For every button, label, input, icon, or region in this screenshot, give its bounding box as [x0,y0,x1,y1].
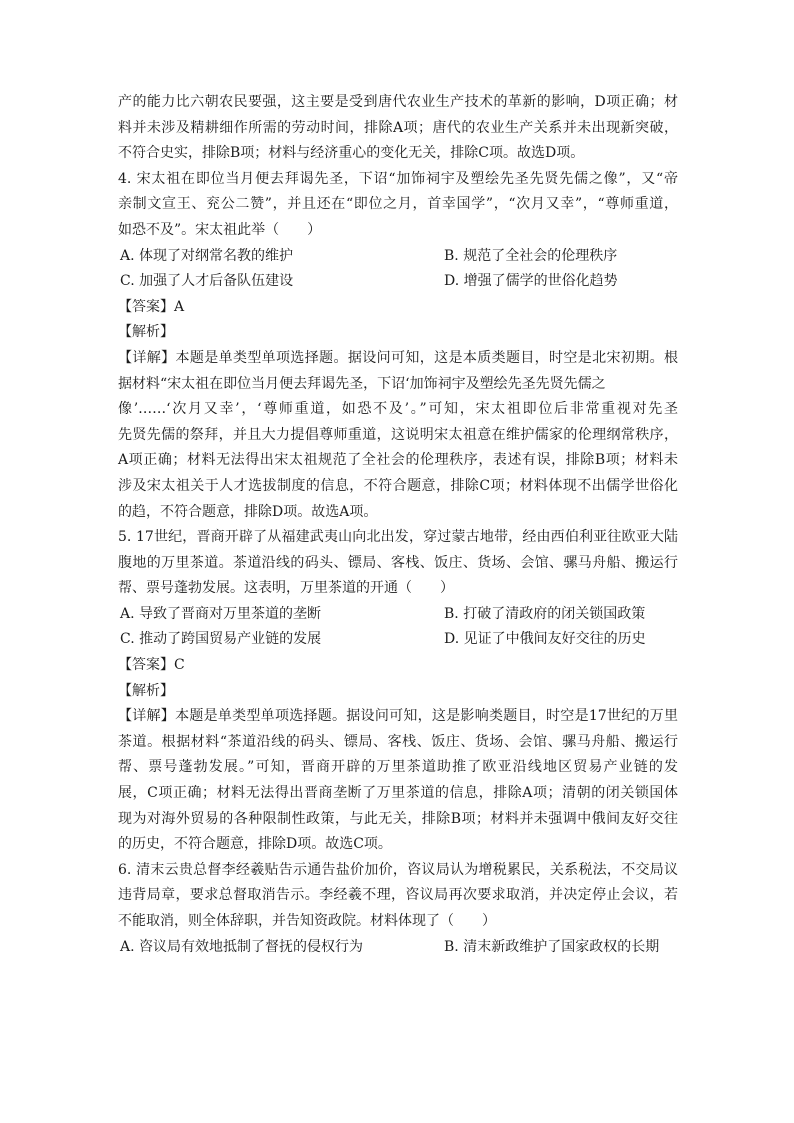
detail-line: 的历史，不符合题意，排除D项。故选C项。 [118,836,392,853]
detail-line: 像’……‘次月又幸’，‘尊师重道，如恐不及’。”可知，宋太祖即位后非常重视对先圣 [118,401,678,418]
question-stem-line: 5. 17世纪，晋商开辟了从福建武夷山向北出发，穿过蒙古地带，经由西伯利亚往欧亚大陆 [118,529,678,546]
detail-line: 据材料“宋太祖在即位当月便去拜谒先圣，下诏‘加饰祠宇及塑绘先圣先贤先儒之 [118,375,606,392]
option-a: A. 体现了对纲常名教的维护 [120,247,294,264]
options-row [118,244,678,270]
answer-label: 【答案】C [118,657,185,674]
question-stem-line: 不能取消，则全体辞职，并告知资政院。材料体现了（ ） [118,913,496,929]
options-row [118,269,678,295]
options-row [118,602,678,628]
intro-paragraph [118,90,678,167]
option-a: A. 咨议局有效地抵制了督抚的侵权行为 [120,938,364,955]
detail-line: 的趋，不符合题意，排除D项。故选A项。 [118,503,378,520]
question-stem-line: 4. 宋太祖在即位当月便去拜谒先圣，下诏“加饰祠宇及塑绘先圣先贤先儒之像”，又“帝 [118,170,678,187]
analysis-label: 【解析】 [118,682,174,699]
question-stem-line: 违背局章，要求总督取消告示。李经羲不理，咨议局再次要求取消，并决定停止会议，若 [118,887,678,904]
option-b: B. 清末新政维护了国家政权的长期 [444,938,660,955]
detail-line: 茶道。根据材料“茶道沿线的码头、镖局、客栈、饭庄、货场、会馆、骡马舟船、搬运行 [118,733,678,750]
question-stem-line: 帮、票号蓬勃发展。这表明，万里茶道的开通（ ） [118,580,454,597]
option-c: C. 推动了跨国贸易产业链的发展 [120,631,322,648]
intro-line: 料并未涉及精耕细作所需的劳动时间，排除A项；唐代的农业生产关系并未出现新突破， [118,119,678,136]
detail-line: 【详解】本题是单类型单项选择题。据设问可知，这是本质类题目，时空是北宋初期。根 [118,349,678,366]
detail-line: 【详解】本题是单类型单项选择题。据设问可知，这是影响类题目，时空是17世纪的万里 [118,708,678,725]
detail-line: 现为对海外贸易的各种限制性政策，与此无关，排除B项；材料并未强调中俄间友好交往 [118,810,678,827]
detail-line: A项正确；材料无法得出宋太祖规范了全社会的伦理秩序，表述有误，排除B项；材料未 [118,452,678,469]
question-stem-line: 6. 清末云贵总督李经羲贴告示通告盐价加价，咨议局认为增税累民，关系税法，不交局议 [118,861,678,878]
question-4 [118,167,678,525]
option-c: C. 加强了人才后备队伍建设 [120,273,294,290]
option-b: B. 规范了全社会的伦理秩序 [444,247,618,264]
option-b: B. 打破了清政府的闭关锁国政策 [444,605,646,622]
option-a: A. 导致了晋商对万里茶道的垄断 [120,605,322,622]
question-stem-line: 亲制文宣王、兖公二赞”，并且还在“即位之月，首幸国学”，“次月又幸”，“尊师重道， [118,196,678,213]
options-row [118,627,678,653]
intro-line: 不符合史实，排除B项；材料与经济重心的变化无关，排除C项。故选D项。 [118,145,585,162]
detail-line: 展，C项正确；材料无法得出晋商垄断了万里茶道的信息，排除A项；清朝的闭关锁国体 [118,785,678,802]
detail-line: 先贤先儒的祭拜，并且大力提倡尊师重道，这说明宋太祖意在维护儒家的伦理纲常秩序， [118,426,678,443]
option-d: D. 见证了中俄间友好交往的历史 [444,631,646,648]
question-5 [118,525,678,858]
detail-line: 帮、票号蓬勃发展。”可知，晋商开辟的万里茶道助推了欧亚沿线地区贸易产业链的发 [118,759,678,776]
question-stem-line: 如恐不及”。宋太祖此举（ ） [118,221,322,238]
document-page [118,90,678,960]
question-stem-line: 腹地的万里茶道。茶道沿线的码头、镖局、客栈、饭庄、货场、会馆、骡马舟船、搬运行 [118,554,678,571]
analysis-label: 【解析】 [118,324,174,341]
option-d: D. 增强了儒学的世俗化趋势 [444,273,618,290]
question-6 [118,858,678,960]
detail-line: 涉及宋太祖关于人才选拔制度的信息，不符合题意，排除C项；材料体现不出儒学世俗化 [118,477,678,494]
options-row [118,935,678,961]
intro-line: 产的能力比六朝农民要强，这主要是受到唐代农业生产技术的革新的影响，D项正确；材 [118,94,678,110]
answer-label: 【答案】A [118,298,185,315]
